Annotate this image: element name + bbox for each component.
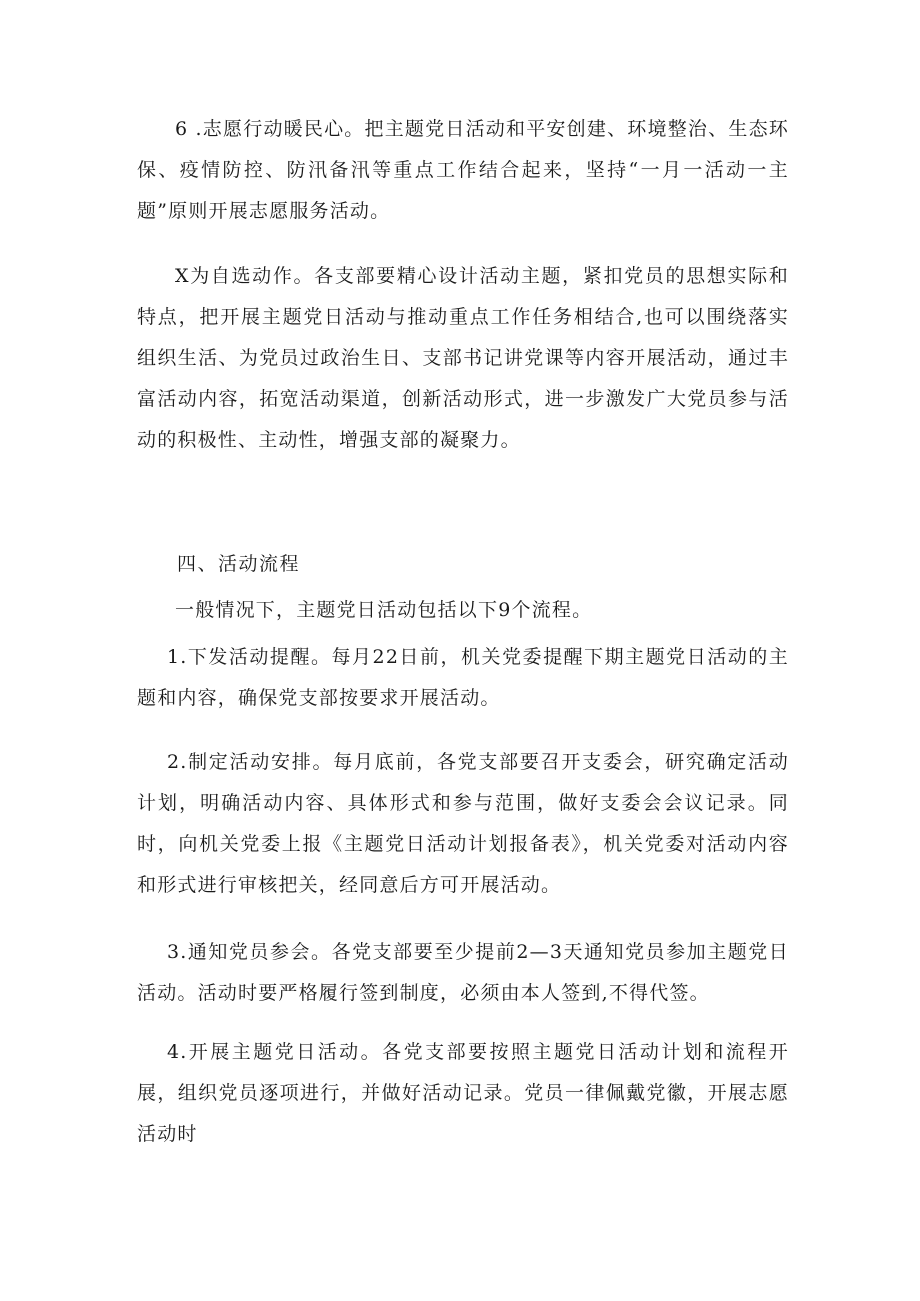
step-item-1: 1.下发活动提醒。每月22日前，机关党委提醒下期主题党日活动的主题和内容，确保党支部按要求开展活动。 <box>137 646 789 709</box>
step-item-2: 2.制定活动安排。每月底前，各党支部要召开支委会，研究确定活动计划，明确活动内容、具体形式和参与范围，做好支委会会议记录。同时，向机关党委上报《主题党日活动计划报备表》，机关党委对活动内容和形式进行审核把关，经同意后方可开展活动。 <box>137 751 789 896</box>
section-heading: 四、活动流程 <box>177 553 301 575</box>
paragraph-volunteer-action: 6 .志愿行动暖民心。把主题党日活动和平安创建、环境整治、生态环保、疫情防控、防汛备汛等重点工作结合起来，坚持“一月一活动一主题”原则开展志愿服务活动。 <box>137 118 789 222</box>
step-item-4: 4.开展主题党日活动。各党支部要按照主题党日活动计划和流程开展，组织党员逐项进行，并做好活动记录。党员一律佩戴党徽，开展志愿活动时 <box>137 1041 789 1145</box>
step-item-3: 3.通知党员参会。各党支部要至少提前2—3天通知党员参加主题党日活动。活动时要严格履行签到制度，必须由本人签到,不得代签。 <box>137 941 789 1004</box>
paragraph-optional-action: X为自选动作。各支部要精心设计活动主题，紧扣党员的思想实际和特点，把开展主题党日活动与推动重点工作任务相结合,也可以围绕落实组织生活、为党员过政治生日、支部书记讲党课等内容开展活动，通过丰富活动内容，拓宽活动渠道，创新活动形式，进一步激发广大党员参与活动的积极性、主动性，增强支部的凝聚力。 <box>137 265 789 451</box>
intro-paragraph: 一般情况下，主题党日活动包括以下9个流程。 <box>175 599 593 621</box>
